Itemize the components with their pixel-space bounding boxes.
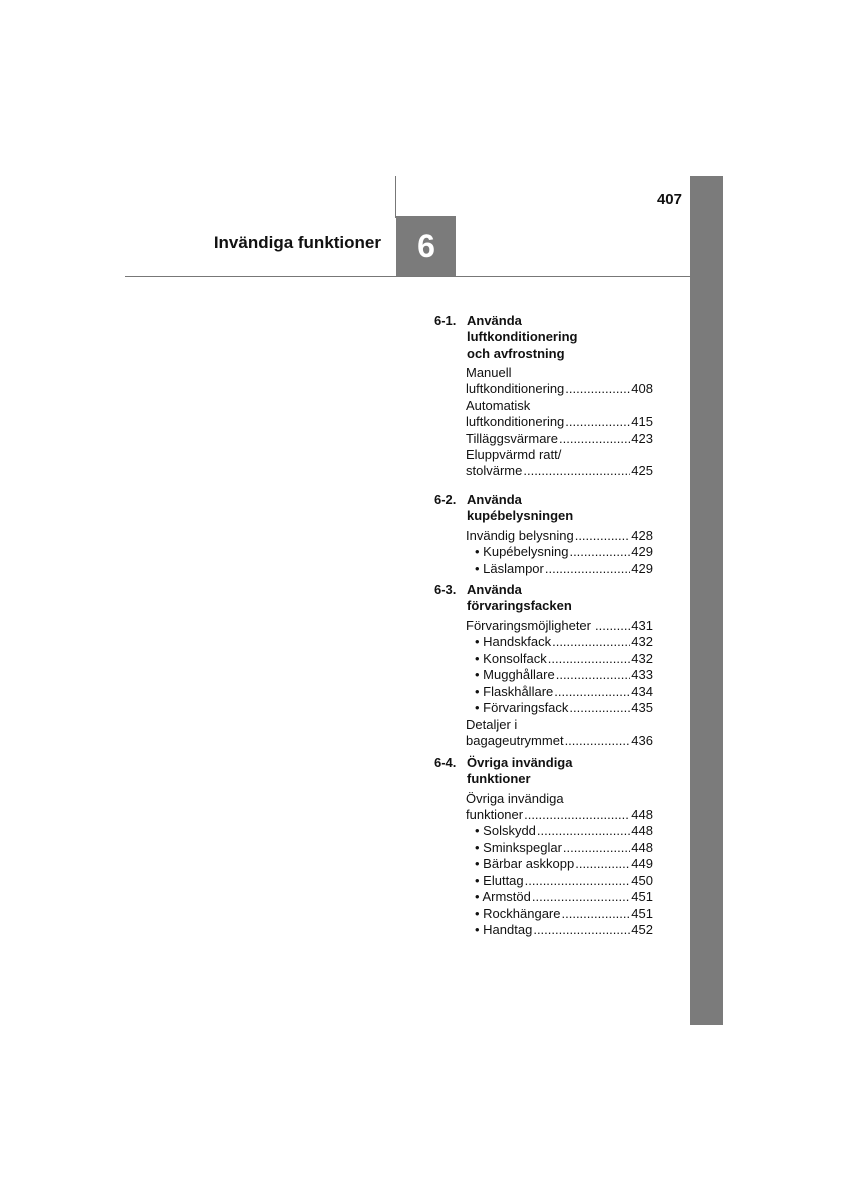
dot-leader	[569, 544, 630, 560]
dot-leader	[575, 856, 630, 872]
toc-entry-page: 434	[631, 683, 653, 699]
chapter-number: 6	[417, 227, 435, 264]
dot-leader	[562, 906, 631, 922]
toc-entry[interactable]	[475, 684, 653, 700]
toc-entry[interactable]	[475, 906, 653, 922]
toc-entry-label: • Rockhängare	[475, 905, 561, 921]
toc-entry-page: 425	[631, 463, 653, 479]
dot-leader	[545, 561, 630, 577]
toc-entry-page: 451	[631, 889, 653, 905]
section-title: Använda	[467, 313, 522, 328]
section-title: luftkonditionering	[467, 329, 578, 345]
toc-entry-label: luftkonditionering	[466, 414, 565, 429]
toc-entry-label: • Handtag	[475, 922, 533, 938]
toc-entry[interactable]	[466, 618, 653, 634]
toc-entry-label: • Sminkspeglar	[475, 839, 562, 855]
toc-entry[interactable]	[475, 667, 653, 683]
chapter-title: Invändiga funktioner	[213, 233, 381, 252]
toc-entry[interactable]	[466, 733, 653, 749]
section-title: Övriga invändiga	[467, 755, 573, 770]
toc-entry-label: • Konsolfack	[475, 650, 547, 666]
toc-entry-label: luftkonditionering	[466, 381, 565, 397]
toc-entry-page: 436	[631, 732, 653, 748]
section-title: Använda	[467, 582, 522, 597]
toc-entry-label: Eluppvärmd ratt/	[466, 447, 562, 462]
toc-entry-label: • Kupébelysning	[475, 544, 569, 560]
section-title: kupébelysningen	[467, 508, 574, 524]
section-number: 6-1.	[434, 313, 457, 328]
dot-leader	[548, 651, 631, 667]
toc-entry-label: Detaljer i	[466, 716, 518, 732]
page-number: 407	[656, 191, 682, 208]
dot-leader	[525, 873, 631, 889]
toc-entry-page: 449	[631, 856, 653, 872]
toc-entry-label: Automatisk	[466, 397, 531, 413]
toc-entry-label: • Flaskhållare	[475, 683, 554, 699]
toc-entry-page: 429	[631, 544, 653, 560]
toc-entry-page: 450	[631, 872, 653, 888]
toc-entry-label: bagageutrymmet	[466, 732, 564, 748]
toc-entry-label: Manuell	[466, 364, 512, 380]
toc-entry[interactable]	[475, 544, 653, 560]
toc-entry-label: • Solskydd	[475, 823, 536, 839]
toc-entry-label: Övriga invändiga	[466, 790, 564, 806]
toc-entry[interactable]	[475, 634, 653, 650]
toc-entry[interactable]	[466, 463, 653, 479]
section-title: och avfrostning	[467, 345, 565, 361]
dot-leader	[556, 667, 631, 683]
toc-entry[interactable]	[475, 651, 653, 667]
toc-entry-page: 435	[631, 700, 653, 716]
toc-entry-page: 448	[631, 806, 653, 822]
toc-entry[interactable]	[475, 561, 653, 577]
toc-entry-label: Tilläggsvärmare	[466, 430, 558, 446]
dot-leader	[532, 889, 630, 905]
toc-entry-label: • Armstöd	[475, 889, 531, 905]
section-title: förvaringsfacken	[467, 598, 572, 614]
toc-entry-page: 451	[631, 905, 653, 921]
toc-entry-page: 423	[631, 430, 653, 446]
toc-entry[interactable]	[475, 922, 653, 938]
toc-entry-label: • Läslampor	[475, 560, 544, 576]
toc-entry-label: Förvaringsmöjligheter	[466, 617, 591, 633]
toc-entry[interactable]	[466, 807, 653, 823]
dot-leader	[565, 414, 630, 430]
dot-leader	[552, 634, 630, 650]
section-number: 6-4.	[434, 755, 457, 770]
toc-entry[interactable]	[466, 528, 653, 544]
toc-entry[interactable]	[475, 840, 653, 856]
dot-leader	[524, 807, 630, 823]
toc-entry-label: • Förvaringsfack	[475, 700, 569, 716]
toc-entry-label: • Handskfack	[475, 634, 552, 650]
dot-leader	[565, 733, 631, 749]
toc-entry[interactable]	[466, 381, 653, 397]
dot-leader	[595, 618, 630, 634]
dot-leader	[565, 381, 630, 397]
toc-entry[interactable]	[475, 856, 653, 872]
section-number: 6-3.	[434, 582, 457, 597]
toc-entry-page: 415	[631, 414, 653, 429]
dot-leader	[523, 463, 630, 479]
toc-entry-page: 448	[631, 839, 653, 855]
toc-entry[interactable]	[475, 873, 653, 889]
toc-entry-label: • Eluttag	[475, 872, 524, 888]
toc-entry-page: 428	[631, 527, 653, 543]
section-number: 6-2.	[434, 492, 457, 507]
toc-entry-page: 452	[631, 922, 653, 938]
toc-entry-page: 432	[631, 634, 653, 650]
toc-entry[interactable]	[466, 431, 653, 447]
dot-leader	[563, 840, 630, 856]
toc-entry-label: Invändig belysning	[466, 527, 574, 543]
toc-entry-page: 408	[631, 381, 653, 397]
dot-leader	[554, 684, 630, 700]
toc-entry[interactable]	[475, 823, 653, 839]
toc-entry-label: funktioner	[466, 806, 524, 822]
section-title: funktioner	[467, 771, 531, 787]
toc-entry-page: 431	[631, 617, 653, 633]
toc-entry-page: 448	[631, 823, 653, 839]
section-title: Använda	[467, 492, 522, 507]
toc-entry-page: 429	[631, 560, 653, 576]
toc-entry-page: 433	[631, 667, 653, 683]
toc-entry-label: stolvärme	[466, 463, 523, 479]
toc-entry[interactable]	[475, 889, 653, 905]
dot-leader	[569, 700, 630, 716]
dot-leader	[533, 922, 630, 938]
dot-leader	[559, 431, 630, 447]
toc-entry-page: 432	[631, 650, 653, 666]
toc-entry[interactable]	[475, 700, 653, 716]
toc-entry[interactable]	[466, 414, 653, 430]
toc-entry-label: • Mugghållare	[475, 667, 555, 683]
dot-leader	[537, 823, 630, 839]
dot-leader	[575, 528, 631, 544]
toc-entry-label: • Bärbar askkopp	[475, 856, 575, 872]
